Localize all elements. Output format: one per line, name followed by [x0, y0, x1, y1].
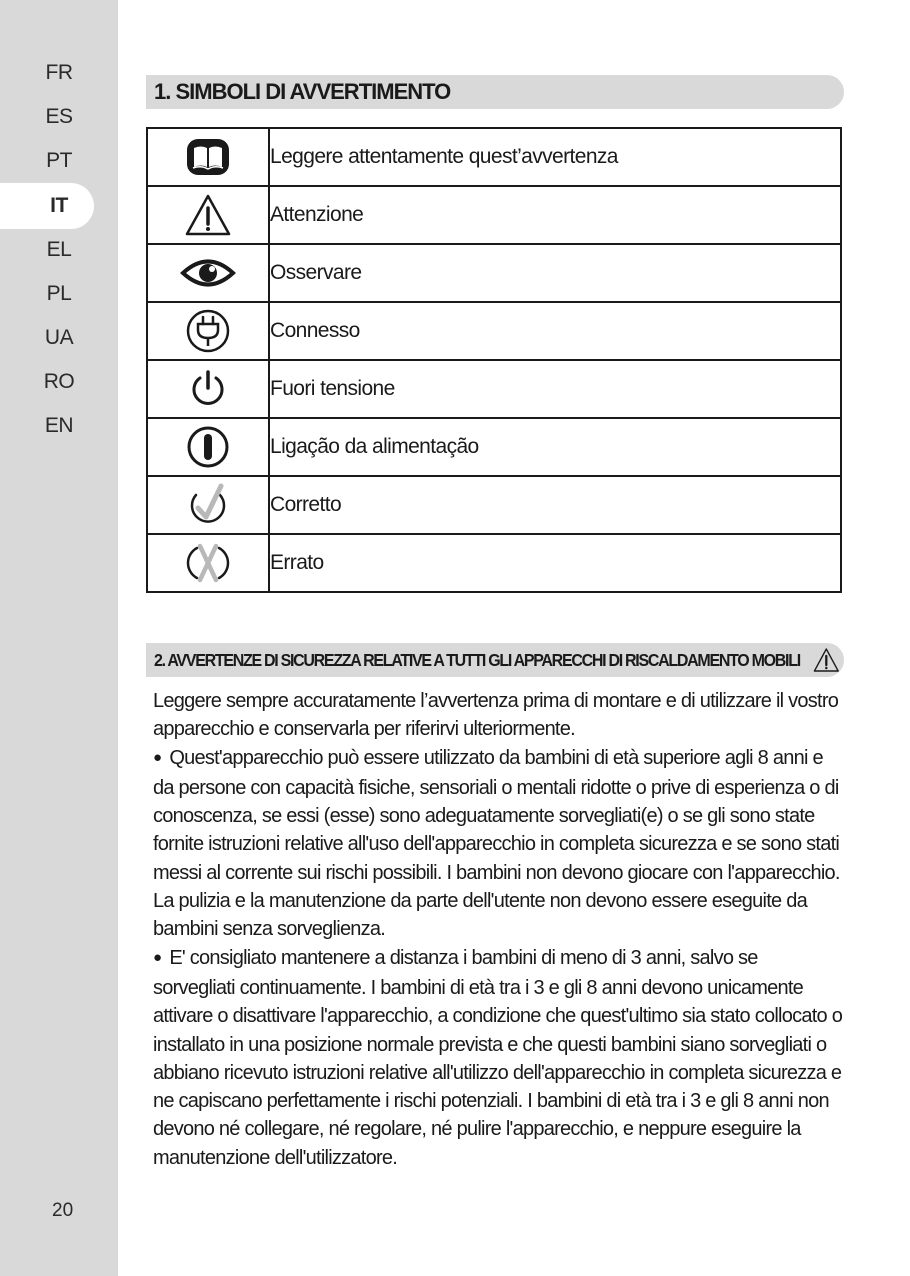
- table-row: [147, 534, 841, 592]
- intro-paragraph: Leggere sempre accuratamente l’avvertenza prima di montare e di utilizzare il vostro apparecchio e conservarla per riferirvi ulteriormente.: [153, 690, 839, 741]
- symbol-label: Attenzione: [269, 186, 841, 244]
- lang-el[interactable]: EL: [46, 238, 72, 261]
- symbol-label: Osservare: [269, 244, 841, 302]
- table-row: [147, 302, 841, 360]
- symbol-label: Fuori tensione: [269, 360, 841, 418]
- cross-icon: [185, 540, 231, 586]
- lang-en[interactable]: EN: [44, 414, 74, 437]
- warning-triangle-icon: [184, 193, 232, 237]
- lang-es[interactable]: ES: [45, 105, 73, 128]
- page-number: 20: [52, 1200, 74, 1221]
- warning-triangle-icon: [813, 647, 840, 673]
- plug-icon: [185, 308, 231, 354]
- cleaning-paragraph: La pulizia e la manutenzione da parte dell'utente non devono essere eseguite da bambini senza sorveglienza.: [153, 890, 807, 941]
- table-row: [147, 186, 841, 244]
- lang-fr[interactable]: FR: [45, 61, 73, 84]
- table-row: [147, 244, 841, 302]
- power-off-icon: [188, 369, 228, 409]
- lang-pl[interactable]: PL: [46, 282, 72, 305]
- section-2-title: 2. AVVERTENZE DI SICUREZZA RELATIVE A TUTTI GLI APPARECCHI DI RISCALDAMENTO MOBILI: [146, 643, 844, 677]
- symbol-label: Errato: [269, 534, 841, 592]
- power-on-icon: [186, 425, 230, 469]
- eye-icon: [180, 258, 236, 288]
- safety-warnings-text: [153, 687, 843, 1172]
- symbols-table: [146, 127, 842, 593]
- table-row: [147, 418, 841, 476]
- symbol-label: Corretto: [269, 476, 841, 534]
- check-icon: [186, 482, 230, 528]
- lang-pt[interactable]: PT: [46, 149, 72, 172]
- bullet-icon: ●: [153, 748, 162, 766]
- table-row: [147, 476, 841, 534]
- bullet-paragraph: ● E' consigliato mantenere a distanza i bambini di meno di 3 anni, salvo se sorvegliati continuamente. I bambini di età tra i 3 e gli 8 anni devono unicamente attivare o disattivare l'apparecchio, a condizione che quest'ultimo sia stato collocato o installato in una posizione normale prevista e che questi bambini siano sorvegliati o abbiano ricevuto istruzioni relative all'utilizzo dell'apparecchio in completa sicurezza e ne capiscano perfettamente i rischi potenziali. I bambini di età tra i 3 e gli 8 anni non devono né collegare, né regolare, né pulire l'apparecchio, e neppure eseguire la manutenzione dell'utilizzatore.: [153, 946, 843, 1169]
- symbol-label: Ligação da alimentação: [269, 418, 841, 476]
- symbol-label: Connesso: [269, 302, 841, 360]
- lang-ua[interactable]: UA: [44, 326, 74, 349]
- lang-it[interactable]: IT: [50, 194, 68, 217]
- section-1-title: 1. SIMBOLI DI AVVERTIMENTO: [146, 75, 844, 109]
- bullet-icon: ●: [153, 948, 162, 966]
- bullet-paragraph: ● Quest'apparecchio può essere utilizzato da bambini di età superiore agli 8 anni e da persone con capacità fisiche, sensoriali o mentali ridotte o prive di esperienza o di conoscenza, se essi (esse) sono adeguatamente sorvegliati(e) o se gli sono state fornite istruzioni relative all'uso dell'apparecchio in completa sicurezza e se sono stati messi al corrente sui rischi possibili. I bambini non devono giocare con l'apparecchio.: [153, 746, 840, 884]
- symbol-label: Leggere attentamente quest’avvertenza: [269, 128, 841, 186]
- table-row: [147, 360, 841, 418]
- table-row: [147, 128, 841, 186]
- lang-ro[interactable]: RO: [43, 370, 75, 393]
- book-icon: [185, 137, 231, 177]
